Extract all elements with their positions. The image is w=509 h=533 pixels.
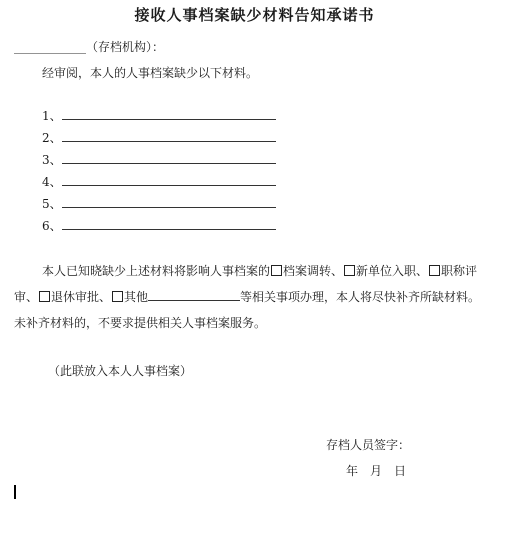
- item-number: 2、: [42, 131, 62, 145]
- para-part1: 本人已知晓缺少上述材料将影响人事档案的: [42, 264, 271, 278]
- para-part2: 等相关事项办理，本人将尽快补齐所缺材料。未补齐材料的，不要求提供相关人事档案服务。: [14, 290, 481, 330]
- item-blank-line[interactable]: [62, 184, 276, 186]
- list-item: [42, 107, 276, 124]
- item-blank-line[interactable]: [62, 206, 276, 208]
- option-new-job: 新单位入职、: [356, 264, 429, 278]
- text-cursor: [14, 485, 16, 499]
- recipient-blank[interactable]: ____________: [14, 40, 86, 54]
- item-blank-line[interactable]: [62, 228, 276, 230]
- archive-note: （此联放入本人人事档案）: [48, 364, 193, 378]
- checkbox-icon[interactable]: [112, 291, 123, 302]
- checkbox-icon[interactable]: [271, 265, 282, 276]
- recipient-line: [14, 38, 164, 55]
- commitment-paragraph: [14, 258, 484, 336]
- list-item: [42, 173, 276, 190]
- item-number: 1、: [42, 109, 62, 123]
- other-blank-line[interactable]: [148, 299, 240, 301]
- option-title-review: 职称评审、: [14, 264, 478, 304]
- item-blank-line[interactable]: [62, 118, 276, 120]
- checkbox-icon[interactable]: [39, 291, 50, 302]
- item-number: 3、: [42, 153, 62, 167]
- item-number: 5、: [42, 197, 62, 211]
- item-number: 4、: [42, 175, 62, 189]
- item-number: 6、: [42, 219, 62, 233]
- list-item: [42, 195, 276, 212]
- list-item: [42, 217, 276, 234]
- option-retirement: 退休审批、: [51, 290, 112, 304]
- intro-text: 经审阅，本人的人事档案缺少以下材料。: [42, 66, 259, 80]
- signature-label: 存档人员签字：: [326, 438, 411, 452]
- list-item: [42, 151, 276, 168]
- checkbox-icon[interactable]: [429, 265, 440, 276]
- item-blank-line[interactable]: [62, 162, 276, 164]
- option-other: 其他: [124, 290, 149, 304]
- checkbox-icon[interactable]: [344, 265, 355, 276]
- list-item: [42, 129, 276, 146]
- date-label: 年 月 日: [346, 464, 407, 478]
- recipient-label: （存档机构）：: [86, 40, 165, 54]
- item-blank-line[interactable]: [62, 140, 276, 142]
- document-title: 接收人事档案缺少材料告知承诺书: [134, 6, 375, 24]
- option-archive-transfer: 档案调转、: [283, 264, 344, 278]
